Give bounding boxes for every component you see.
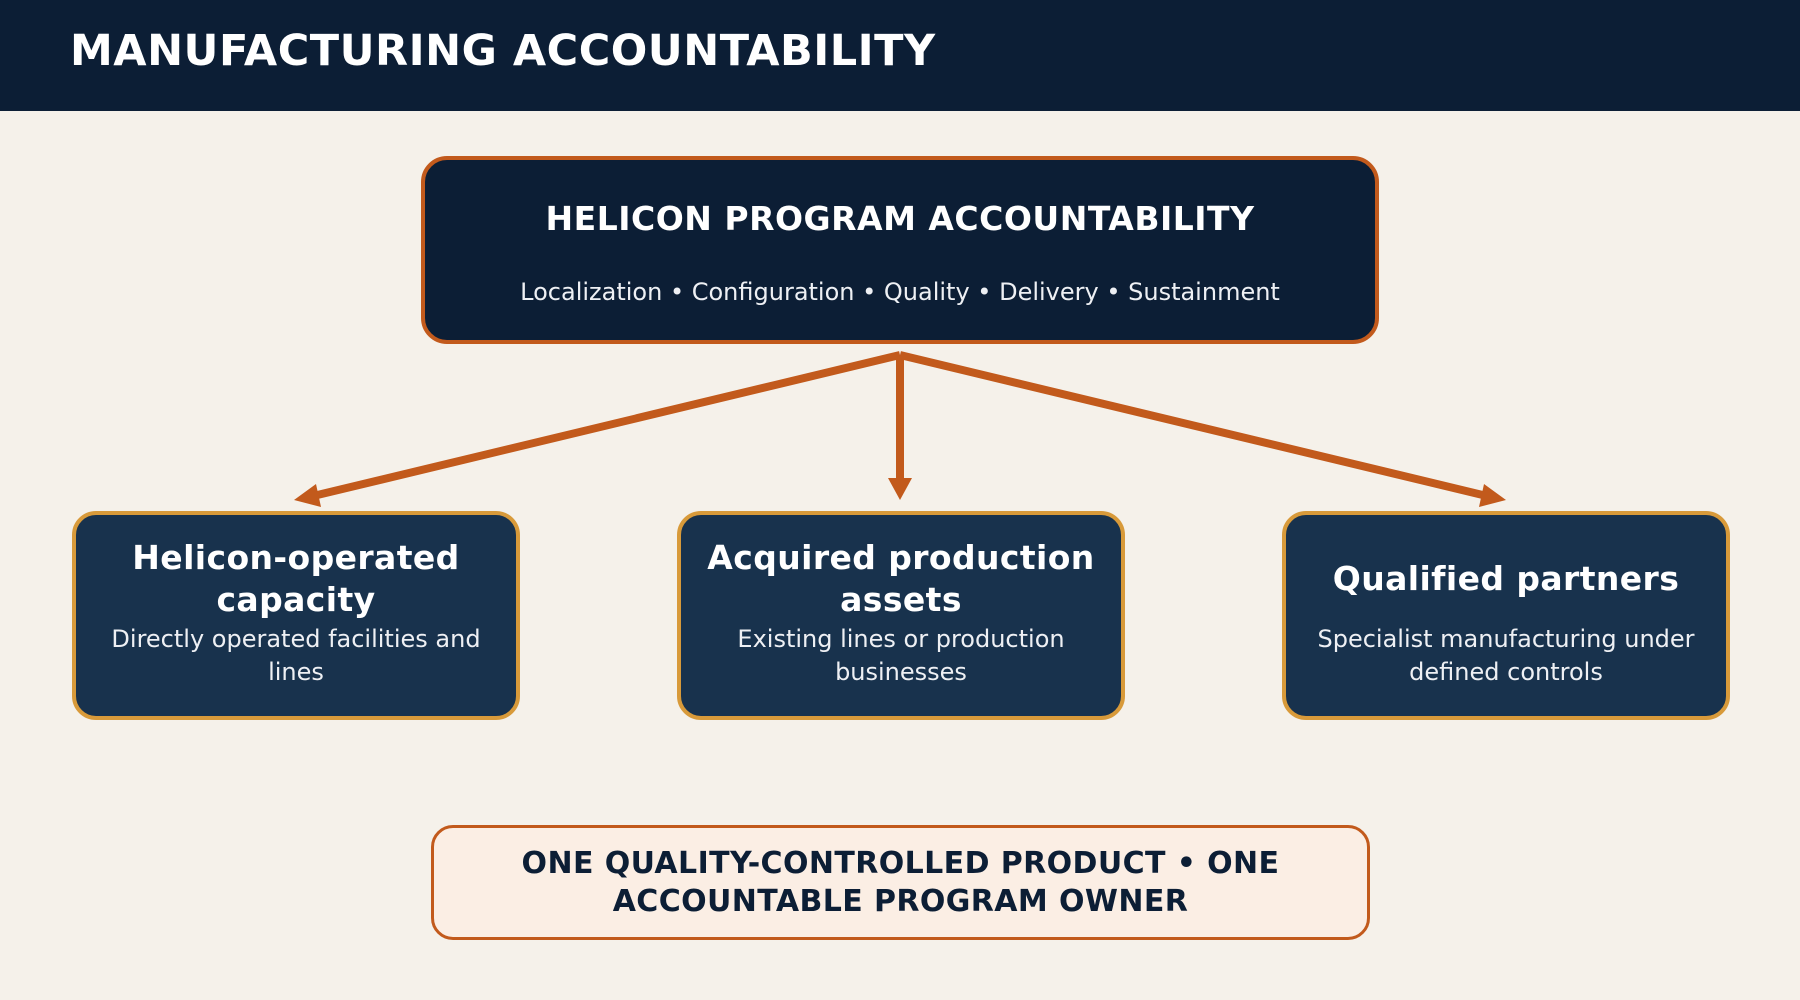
node-title: Acquired production assets [707,538,1095,619]
arrow-to-helicon-operated [309,355,900,497]
node-title: Helicon-operated capacity [132,538,460,619]
program-accountability-title: HELICON PROGRAM ACCOUNTABILITY [545,199,1255,238]
arrowhead-helicon-operated [294,484,321,507]
arrowhead-qualified-partners [1479,484,1506,507]
node-helicon-operated-capacity [72,511,520,720]
page-title: MANUFACTURING ACCOUNTABILITY [70,26,936,76]
arrowhead-acquired-assets [888,478,912,500]
summary-banner [431,825,1370,940]
program-accountability-subtitle: Localization • Configuration • Quality • Delivery • Sustainment [520,278,1280,306]
node-acquired-production-assets [677,511,1125,720]
summary-text: ONE QUALITY-CONTROLLED PRODUCT • ONE ACCOUNTABLE PROGRAM OWNER [521,845,1280,919]
node-qualified-partners [1282,511,1730,720]
node-description: Directly operated facilities and lines [111,625,481,686]
node-description: Existing lines or production businesses [737,625,1065,686]
arrow-to-qualified-partners [900,355,1491,497]
node-description: Specialist manufacturing under defined controls [1317,625,1695,686]
node-title: Qualified partners [1332,559,1680,598]
